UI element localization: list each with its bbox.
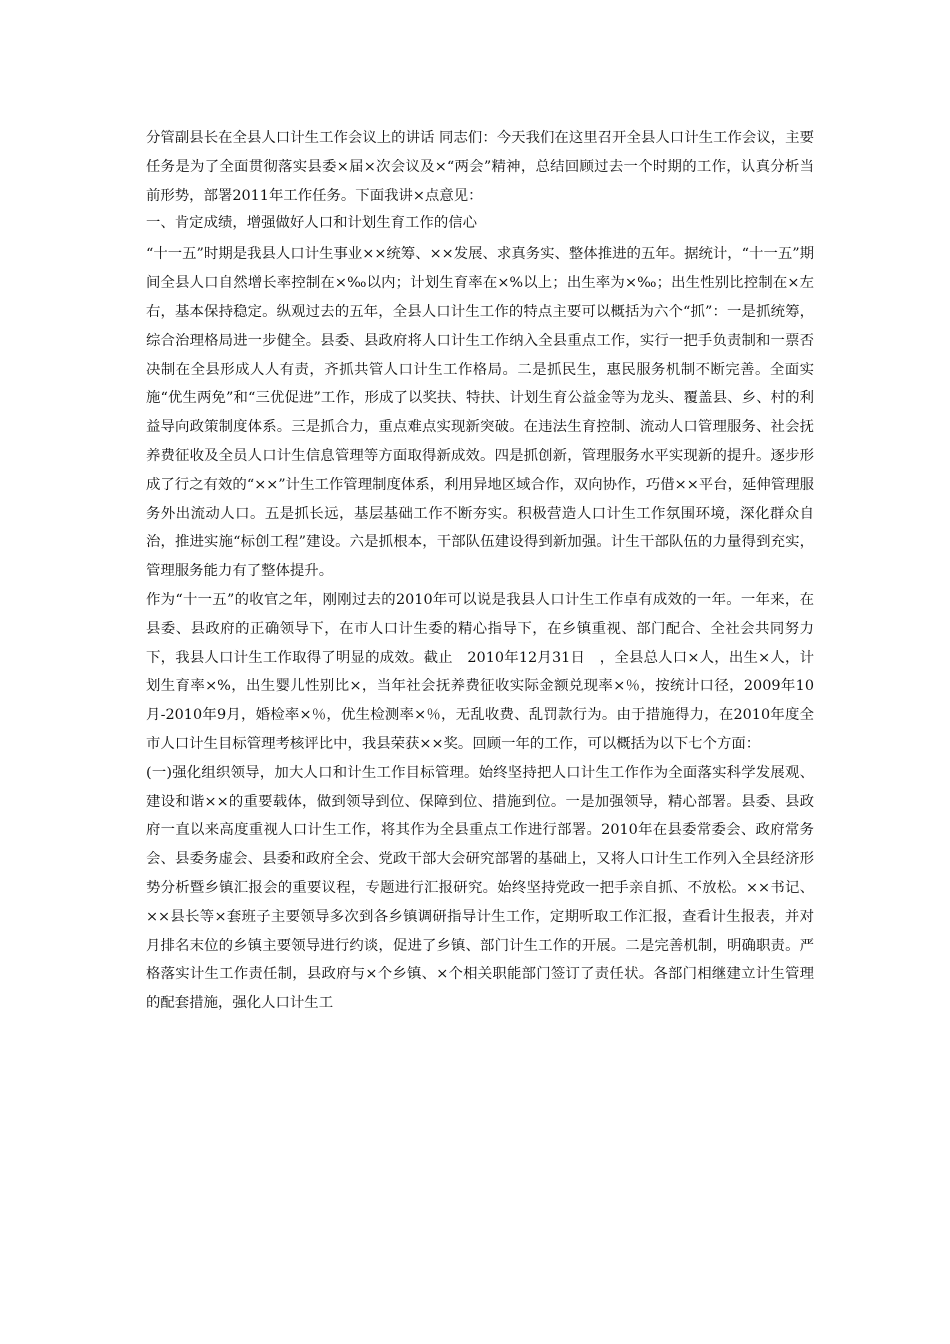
document-body bbox=[146, 124, 814, 1018]
section-heading: 一、肯定成绩，增强做好人口和计划生育工作的信心 bbox=[146, 215, 477, 232]
body-paragraph: (一)强化组织领导，加大人口和计生工作目标管理。始终坚持把人口计生工作作为全面落实科学发展观、建设和谐××的重要载体，做到领导到位、保障到位、措施到位。一是加强领导，精心部署。县委、县政府一直以来高度重视人口计生工作，将其作为全县重点工作进行部署。2010年在县委常委会、政府常务会、县委务虚会、县委和政府全会、党政干部大会研究部署的基础上，又将人口计生工作列入全县经济形势分析暨乡镇汇报会的重要议程，专题进行汇报研究。始终坚持党政一把手亲自抓、不放松。××书记、××县长等×套班子主要领导多次到各乡镇调研指导计生工作，定期听取工作汇报，查看计生报表，并对月排名末位的乡镇主要领导进行约谈，促进了乡镇、部门计生工作的开展。二是完善机制，明确职责。严格落实计生工作责任制，县政府与×个乡镇、×个相关职能部门签订了责任状。各部门相继建立计生管理的配套措施，强化人口计生工 bbox=[146, 764, 814, 1012]
body-paragraph: “十一五”时期是我县人口计生事业××统筹、××发展、求真务实、整体推进的五年。据统计，“十一五”期间全县人口自然增长率控制在×‰以内；计划生育率在×%以上；出生率为×‰；出生性别比控制在×左右，基本保持稳定。纵观过去的五年，全县人口计生工作的特点主要可以概括为六个“抓”：一是抓统筹，综合治理格局进一步健全。县委、县政府将人口计生工作纳入全县重点工作，实行一把手负责制和一票否决制在全县形成人人有责，齐抓共管人口计生工作格局。二是抓民生，惠民服务机制不断完善。全面实施“优生两免”和“三优促进”工作，形成了以奖扶、特扶、计划生育公益金等为龙头、覆盖县、乡、村的利益导向政策制度体系。三是抓合力，重点难点实现新突破。在违法生育控制、流动人口管理服务、社会抚养费征收及全员人口计生信息管理等方面取得新成效。四是抓创新，管理服务水平实现新的提升。逐步形成了行之有效的“××”计生工作管理制度体系，利用异地区域合作，双向协作，巧借××平台，延伸管理服务外出流动人口。五是抓长远，基层基础工作不断夯实。积极营造人口计生工作氛围环境，深化群众自治，推进实施“标创工程”建设。六是抓根本，干部队伍建设得到新加强。计生干部队伍的力量得到充实，管理服务能力有了整体提升。 bbox=[146, 246, 814, 580]
opening-paragraph: 分管副县长在全县人口计生工作会议上的讲话 同志们：今天我们在这里召开全县人口计生工作会议，主要任务是为了全面贯彻落实县委×届×次会议及×“两会”精神，总结回顾过去一个时期的工作，认真分析当前形势，部署2011年工作任务。下面我讲×点意见： bbox=[146, 130, 814, 204]
body-paragraph: 作为“十一五”的收官之年，刚刚过去的2010年可以说是我县人口计生工作卓有成效的一年。一年来，在县委、县政府的正确领导下，在市人口计生委的精心指导下，在乡镇重视、部门配合、全社会共同努力下，我县人口计生工作取得了明显的成效。截止 2010年12月31日 ，全县总人口×人，出生×人，计划生育率×%，出生婴儿性别比×，当年社会抚养费征收实际金额兑现率×％，按统计口径，2009年10月-2010年9月，婚检率×％，优生检测率×％，无乱收费、乱罚款行为。由于措施得力，在2010年度全市人口计生目标管理考核评比中，我县荣获××奖。回顾一年的工作，可以概括为以下七个方面： bbox=[146, 591, 814, 752]
